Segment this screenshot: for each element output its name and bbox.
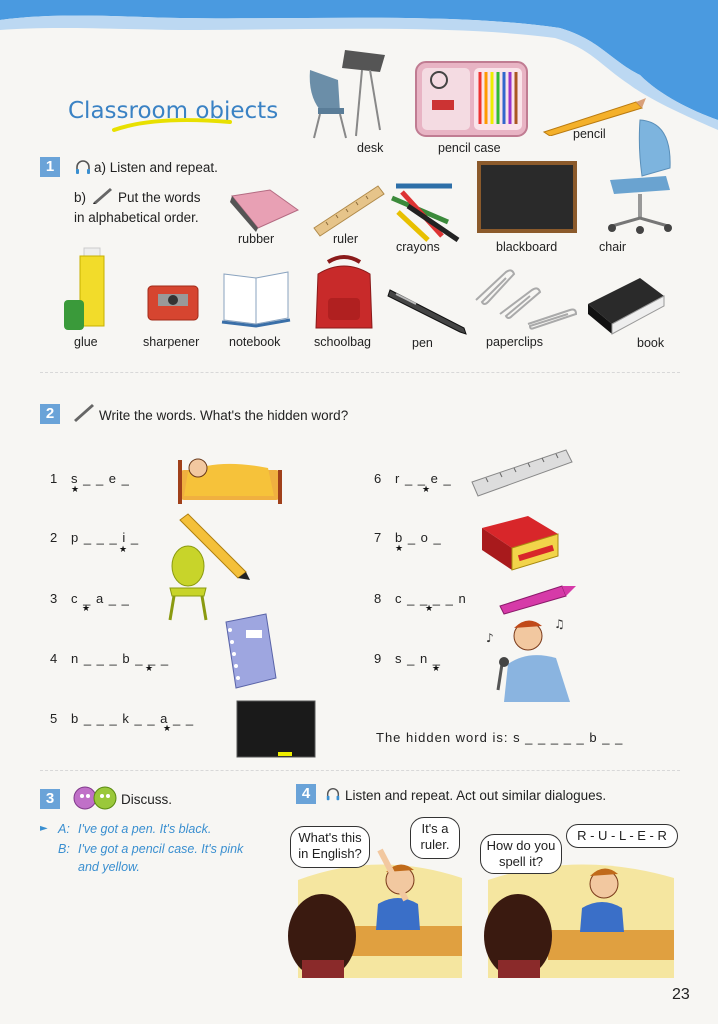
- exercise-4-instruction: Listen and repeat. Act out similar dialogues.: [345, 788, 607, 803]
- dialogue-a-text: I've got a pen. It's black.: [78, 822, 212, 836]
- word-item-number: 3: [50, 591, 58, 606]
- dialogue-b-text: I've got a pencil case. It's pink: [78, 842, 244, 856]
- label-chair: chair: [599, 240, 627, 254]
- word-item-number: 8: [374, 591, 382, 606]
- label-notebook: notebook: [229, 335, 281, 349]
- word-item-number: 1: [50, 471, 58, 486]
- word-puzzle[interactable]: n _ _ _ b _ _ _: [71, 651, 170, 666]
- book-icon: [478, 514, 560, 574]
- title-underline-swoosh: [112, 116, 232, 136]
- exercise-3-number: 3: [40, 789, 60, 809]
- word-item-number: 6: [374, 471, 382, 486]
- page-number: 23: [672, 986, 690, 1003]
- pen-icon: [386, 286, 472, 338]
- headphones-icon: [325, 786, 341, 802]
- word-item-number: 2: [50, 530, 58, 545]
- blackboard-icon: [476, 160, 578, 234]
- bullet-arrow-icon: ►: [40, 823, 48, 834]
- exercise-1b-instruction: Put the words: [118, 190, 201, 205]
- pencil-icon: [92, 186, 114, 204]
- exercise-1-number: 1: [40, 157, 60, 177]
- headphones-icon: [74, 158, 92, 176]
- exercise-3-instruction: Discuss.: [121, 792, 173, 807]
- section-divider: [40, 770, 680, 771]
- pencil-icon: [72, 402, 96, 422]
- notebook-icon: [222, 612, 278, 690]
- rubber-icon: [226, 188, 302, 232]
- exercise-1a-instruction: a) Listen and repeat.: [94, 160, 218, 175]
- star-marker: ★: [82, 604, 91, 614]
- word-puzzle[interactable]: b _ _ _ k _ _ a _ _: [71, 711, 195, 726]
- section-divider: [40, 372, 680, 373]
- exercise-2-number: 2: [40, 404, 60, 424]
- schoolbag-icon: [310, 254, 378, 334]
- word-puzzle[interactable]: c _ a _ _: [71, 591, 130, 606]
- word-item-number: 4: [50, 651, 58, 666]
- notebook-icon: [220, 268, 292, 328]
- blackboard-icon: [236, 700, 316, 758]
- speech-bubble-3: How do you spell it?: [480, 834, 562, 874]
- word-puzzle[interactable]: s _ n _: [395, 651, 442, 666]
- chair-icon: [164, 544, 212, 622]
- discussion-faces-icon: [72, 785, 118, 811]
- label-pencil-case: pencil case: [438, 141, 501, 155]
- star-marker: ★: [425, 604, 434, 614]
- word-puzzle[interactable]: c _ _ _ _ n: [395, 591, 467, 606]
- ruler-icon: [470, 446, 574, 498]
- speech-bubble-2: It's a ruler.: [410, 817, 460, 859]
- word-item-number: 5: [50, 711, 58, 726]
- star-marker: ★: [163, 724, 172, 734]
- sharpener-icon: [144, 280, 202, 326]
- desk-icon: [300, 40, 390, 140]
- star-marker: ★: [432, 664, 441, 674]
- label-paperclips: paperclips: [486, 335, 543, 349]
- glue-stick-icon: [62, 244, 110, 332]
- star-marker: ★: [395, 544, 404, 554]
- dialogue-b-text-line2: and yellow.: [78, 860, 140, 874]
- svg-text:♫: ♫: [554, 617, 565, 631]
- ruler-icon: [312, 184, 386, 238]
- office-chair-icon: [600, 118, 680, 236]
- svg-text:♪: ♪: [486, 631, 494, 645]
- label-crayons: crayons: [396, 240, 440, 254]
- exercise-1b-label: b): [74, 190, 87, 205]
- star-marker: ★: [119, 545, 128, 555]
- word-puzzle[interactable]: b _ o _: [395, 530, 442, 545]
- label-pen: pen: [412, 336, 433, 350]
- dialogue-b-label: B:: [58, 842, 70, 856]
- label-ruler: ruler: [333, 232, 359, 246]
- word-item-number: 7: [374, 530, 382, 545]
- label-schoolbag: schoolbag: [314, 335, 371, 349]
- book-icon: [584, 274, 666, 338]
- word-puzzle[interactable]: p _ _ _ i _: [71, 530, 140, 545]
- label-rubber: rubber: [238, 232, 275, 246]
- hidden-word-line[interactable]: The hidden word is: s _ _ _ _ _ b _ _: [376, 730, 624, 745]
- speech-bubble-1: What's this in English?: [290, 826, 370, 868]
- word-puzzle[interactable]: r _ _ e _: [395, 471, 452, 486]
- star-marker: ★: [422, 485, 431, 495]
- crayon-icon: [496, 580, 578, 616]
- page-title: Classroom objects: [68, 98, 279, 124]
- exercise-1b-instruction-line2: in alphabetical order.: [74, 210, 199, 225]
- label-book: book: [637, 336, 665, 350]
- exercise-2-instruction: Write the words. What's the hidden word?: [99, 408, 349, 423]
- pencil-case-icon: [414, 60, 529, 138]
- label-blackboard: blackboard: [496, 240, 558, 254]
- star-marker: ★: [145, 664, 154, 674]
- label-glue: glue: [74, 335, 98, 349]
- star-marker: ★: [71, 485, 80, 495]
- sleeping-boy-icon: [178, 450, 282, 506]
- dialogue-a-label: A:: [58, 822, 70, 836]
- exercise-4-number: 4: [296, 784, 316, 804]
- speech-bubble-4: R - U - L - E - R: [566, 824, 678, 848]
- label-sharpener: sharpener: [143, 335, 200, 349]
- paperclips-icon: [470, 264, 580, 334]
- singing-boy-icon: [484, 614, 576, 704]
- crayons-icon: [388, 182, 466, 242]
- label-pencil: pencil: [573, 127, 606, 141]
- word-puzzle[interactable]: s _ _ e _: [71, 471, 130, 486]
- label-desk: desk: [357, 141, 384, 155]
- word-item-number: 9: [374, 651, 382, 666]
